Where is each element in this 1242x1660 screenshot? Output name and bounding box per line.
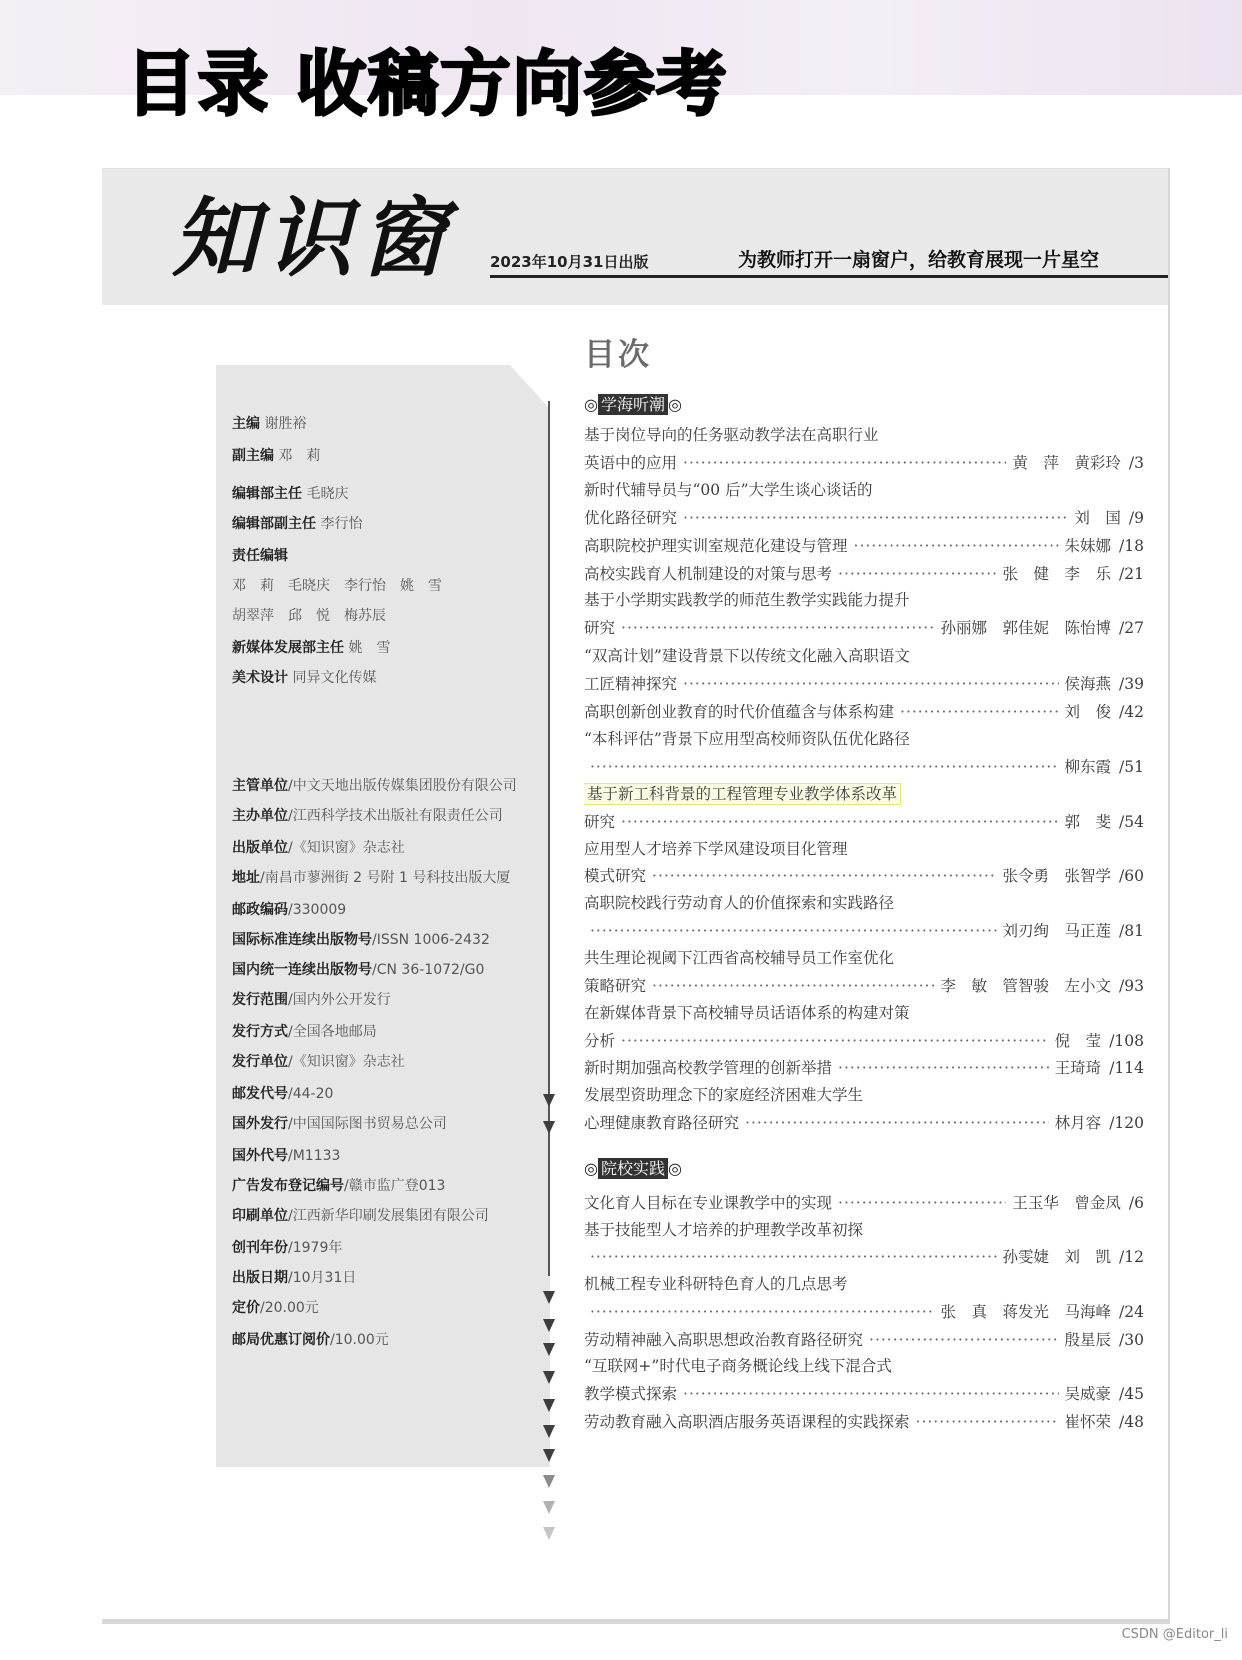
toc-line[interactable]: 文化育人目标在专业课教学中的实现 ····· 王玉华 曾金凤 /6: [584, 1192, 1144, 1214]
pub-info-line: 发行范围/国内外公开发行: [232, 992, 391, 1008]
pub-info-line: 邮局优惠订阅价/10.00元: [232, 1332, 389, 1348]
toc-line[interactable]: 高职创新创业教育的时代价值蕴含与体系构建 ····· 刘 俊 /42: [584, 701, 1144, 723]
toc-line[interactable]: 机械工程专业科研特色育人的几点思考: [584, 1275, 848, 1293]
toc-line[interactable]: 发展型资助理念下的家庭经济困难大学生: [584, 1086, 864, 1104]
pub-info-line: 出版日期/10月31日: [232, 1270, 357, 1286]
toc-line[interactable]: 基于小学期实践教学的师范生教学实践能力提升: [584, 591, 910, 609]
toc-line[interactable]: ····· 张 真 蒋发光 马海峰 /24: [584, 1301, 1144, 1323]
triangle-marker: [543, 1425, 555, 1438]
triangle-marker: [543, 1527, 555, 1540]
pub-info-line: 定价/20.00元: [232, 1300, 319, 1316]
toc-line[interactable]: 在新媒体背景下高校辅导员话语体系的构建对策: [584, 1004, 910, 1022]
triangle-marker: [543, 1399, 555, 1412]
triangle-marker: [543, 1501, 555, 1514]
toc-line[interactable]: 心理健康教育路径研究 ····· 林月容 /120: [584, 1112, 1144, 1134]
toc-line[interactable]: 高职院校护理实训室规范化建设与管理 ····· 朱妹娜 /18: [584, 535, 1144, 557]
toc-line[interactable]: 工匠精神探究 ····· 侯海燕 /39: [584, 673, 1144, 695]
masthead-rule: [490, 275, 1168, 278]
triangle-marker: [543, 1121, 555, 1134]
credit-line: 邓 莉 毛晓庆 李行怡 姚 雪: [232, 578, 442, 594]
triangle-marker: [543, 1371, 555, 1384]
pub-info-line: 广告发布登记编号/赣市监广登013: [232, 1178, 446, 1194]
toc-line[interactable]: 优化路径研究 ····· 刘 国 /9: [584, 507, 1144, 529]
toc-line[interactable]: 高校实践育人机制建设的对策与思考 ····· 张 健 李 乐 /21: [584, 563, 1144, 585]
toc-line[interactable]: ····· 刘刃绚 马正莲 /81: [584, 920, 1144, 942]
toc-line[interactable]: 新时代辅导员与“00 后”大学生谈心谈话的: [584, 481, 873, 499]
toc-line[interactable]: 策略研究 ····· 李 敏 管智骏 左小文 /93: [584, 975, 1144, 997]
credit-line: 胡翠萍 邱 悦 梅苏辰: [232, 608, 386, 624]
toc-line[interactable]: 应用型人才培养下学风建设项目化管理: [584, 840, 848, 858]
toc-line[interactable]: 共生理论视阈下江西省高校辅导员工作室优化: [584, 949, 895, 967]
toc-line[interactable]: 基于岗位导向的任务驱动教学法在高职行业: [584, 426, 879, 444]
pub-info-line: 主办单位/江西科学技术出版社有限责任公司: [232, 808, 503, 824]
toc-line[interactable]: “互联网+”时代电子商务概论线上线下混合式: [584, 1357, 892, 1375]
toc-line[interactable]: “本科评估”背景下应用型高校师资队伍优化路径: [584, 730, 910, 748]
toc-line[interactable]: 教学模式探索 ····· 吴威豪 /45: [584, 1383, 1144, 1405]
pub-info-line: 出版单位/《知识窗》杂志社: [232, 840, 405, 856]
page-title: 目录 收稿方向参考: [126, 43, 729, 125]
toc-line[interactable]: “双高计划”建设背景下以传统文化融入高职语文: [584, 647, 910, 665]
watermark: CSDN @Editor_li: [1121, 1627, 1228, 1642]
toc-section-heading: ◎ 学海听潮 ◎: [584, 395, 682, 414]
toc-line[interactable]: 研究 ····· 孙丽娜 郭佳妮 陈怡博 /27: [584, 617, 1144, 639]
toc-line[interactable]: ····· 柳东霞 /51: [584, 756, 1144, 778]
triangle-marker: [543, 1343, 555, 1356]
pub-info-line: 地址/南昌市蓼洲街 2 号附 1 号科技出版大厦: [232, 870, 511, 886]
triangle-marker: [543, 1291, 555, 1304]
credit-line: 美术设计 同异文化传媒: [232, 670, 377, 686]
triangle-marker: [543, 1475, 555, 1488]
credit-line: 责任编辑: [232, 548, 288, 564]
toc-title: 目次: [584, 337, 652, 373]
pub-info-line: 邮发代号/44-20: [232, 1086, 334, 1102]
toc-line[interactable]: 分析 ····· 倪 莹 /108: [584, 1030, 1144, 1052]
toc-line[interactable]: 研究 ····· 郭 斐 /54: [584, 811, 1144, 833]
magazine-logo: 知识窗: [172, 188, 454, 289]
pub-info-line: 国外代号/M1133: [232, 1148, 341, 1164]
pub-info-line: 国际标准连续出版物号/ISSN 1006-2432: [232, 932, 490, 948]
credit-line: 主编 谢胜裕: [232, 416, 307, 432]
credit-line: 编辑部主任 毛晓庆: [232, 486, 349, 502]
pub-info-line: 发行方式/全国各地邮局: [232, 1024, 377, 1040]
credit-line: 新媒体发展部主任 姚 雪: [232, 640, 391, 656]
pub-info-line: 创刊年份/1979年: [232, 1240, 343, 1256]
toc-line[interactable]: 高职院校践行劳动育人的价值探索和实践路径: [584, 894, 895, 912]
toc-line[interactable]: 劳动教育融入高职酒店服务英语课程的实践探索 ····· 崔怀荣 /48: [584, 1411, 1144, 1433]
toc-line[interactable]: 英语中的应用 ····· 黄 萍 黄彩玲 /3: [584, 452, 1144, 474]
pub-info-line: 国外发行/中国国际图书贸易总公司: [232, 1116, 447, 1132]
magazine-slogan: 为教师打开一扇窗户，给教育展现一片星空: [738, 249, 1100, 271]
toc-section-heading: ◎ 院校实践 ◎: [584, 1159, 682, 1178]
pub-info-line: 主管单位/中文天地出版传媒集团股份有限公司: [232, 778, 517, 794]
pub-info-line: 邮政编码/330009: [232, 902, 347, 918]
toc-line[interactable]: ····· 孙雯婕 刘 凯 /12: [584, 1246, 1144, 1268]
magazine-page: [102, 168, 1170, 1624]
toc-line[interactable]: 模式研究 ····· 张令勇 张智学 /60: [584, 865, 1144, 887]
triangle-marker: [543, 1319, 555, 1332]
divider-line: [548, 401, 550, 1276]
pub-info-line: 国内统一连续出版物号/CN 36-1072/G0: [232, 962, 485, 978]
toc-line[interactable]: 基于技能型人才培养的护理教学改革初探: [584, 1221, 864, 1239]
toc-line[interactable]: 劳动精神融入高职思想政治教育路径研究 ····· 殷星辰 /30: [584, 1329, 1144, 1351]
pub-info-line: 发行单位/《知识窗》杂志社: [232, 1054, 405, 1070]
toc-line[interactable]: 新时期加强高校教学管理的创新举措 ····· 王琦琦 /114: [584, 1057, 1144, 1079]
credit-line: 编辑部副主任 李行怡: [232, 516, 363, 532]
credit-line: 副主编 邓 莉: [232, 448, 321, 464]
pub-info-line: 印刷单位/江西新华印刷发展集团有限公司: [232, 1208, 489, 1224]
issue-date: 2023年10月31日出版: [490, 253, 649, 271]
triangle-marker: [543, 1094, 555, 1107]
triangle-marker: [543, 1449, 555, 1462]
toc-line-highlighted[interactable]: 基于新工科背景的工程管理专业教学体系改革: [584, 783, 1144, 805]
